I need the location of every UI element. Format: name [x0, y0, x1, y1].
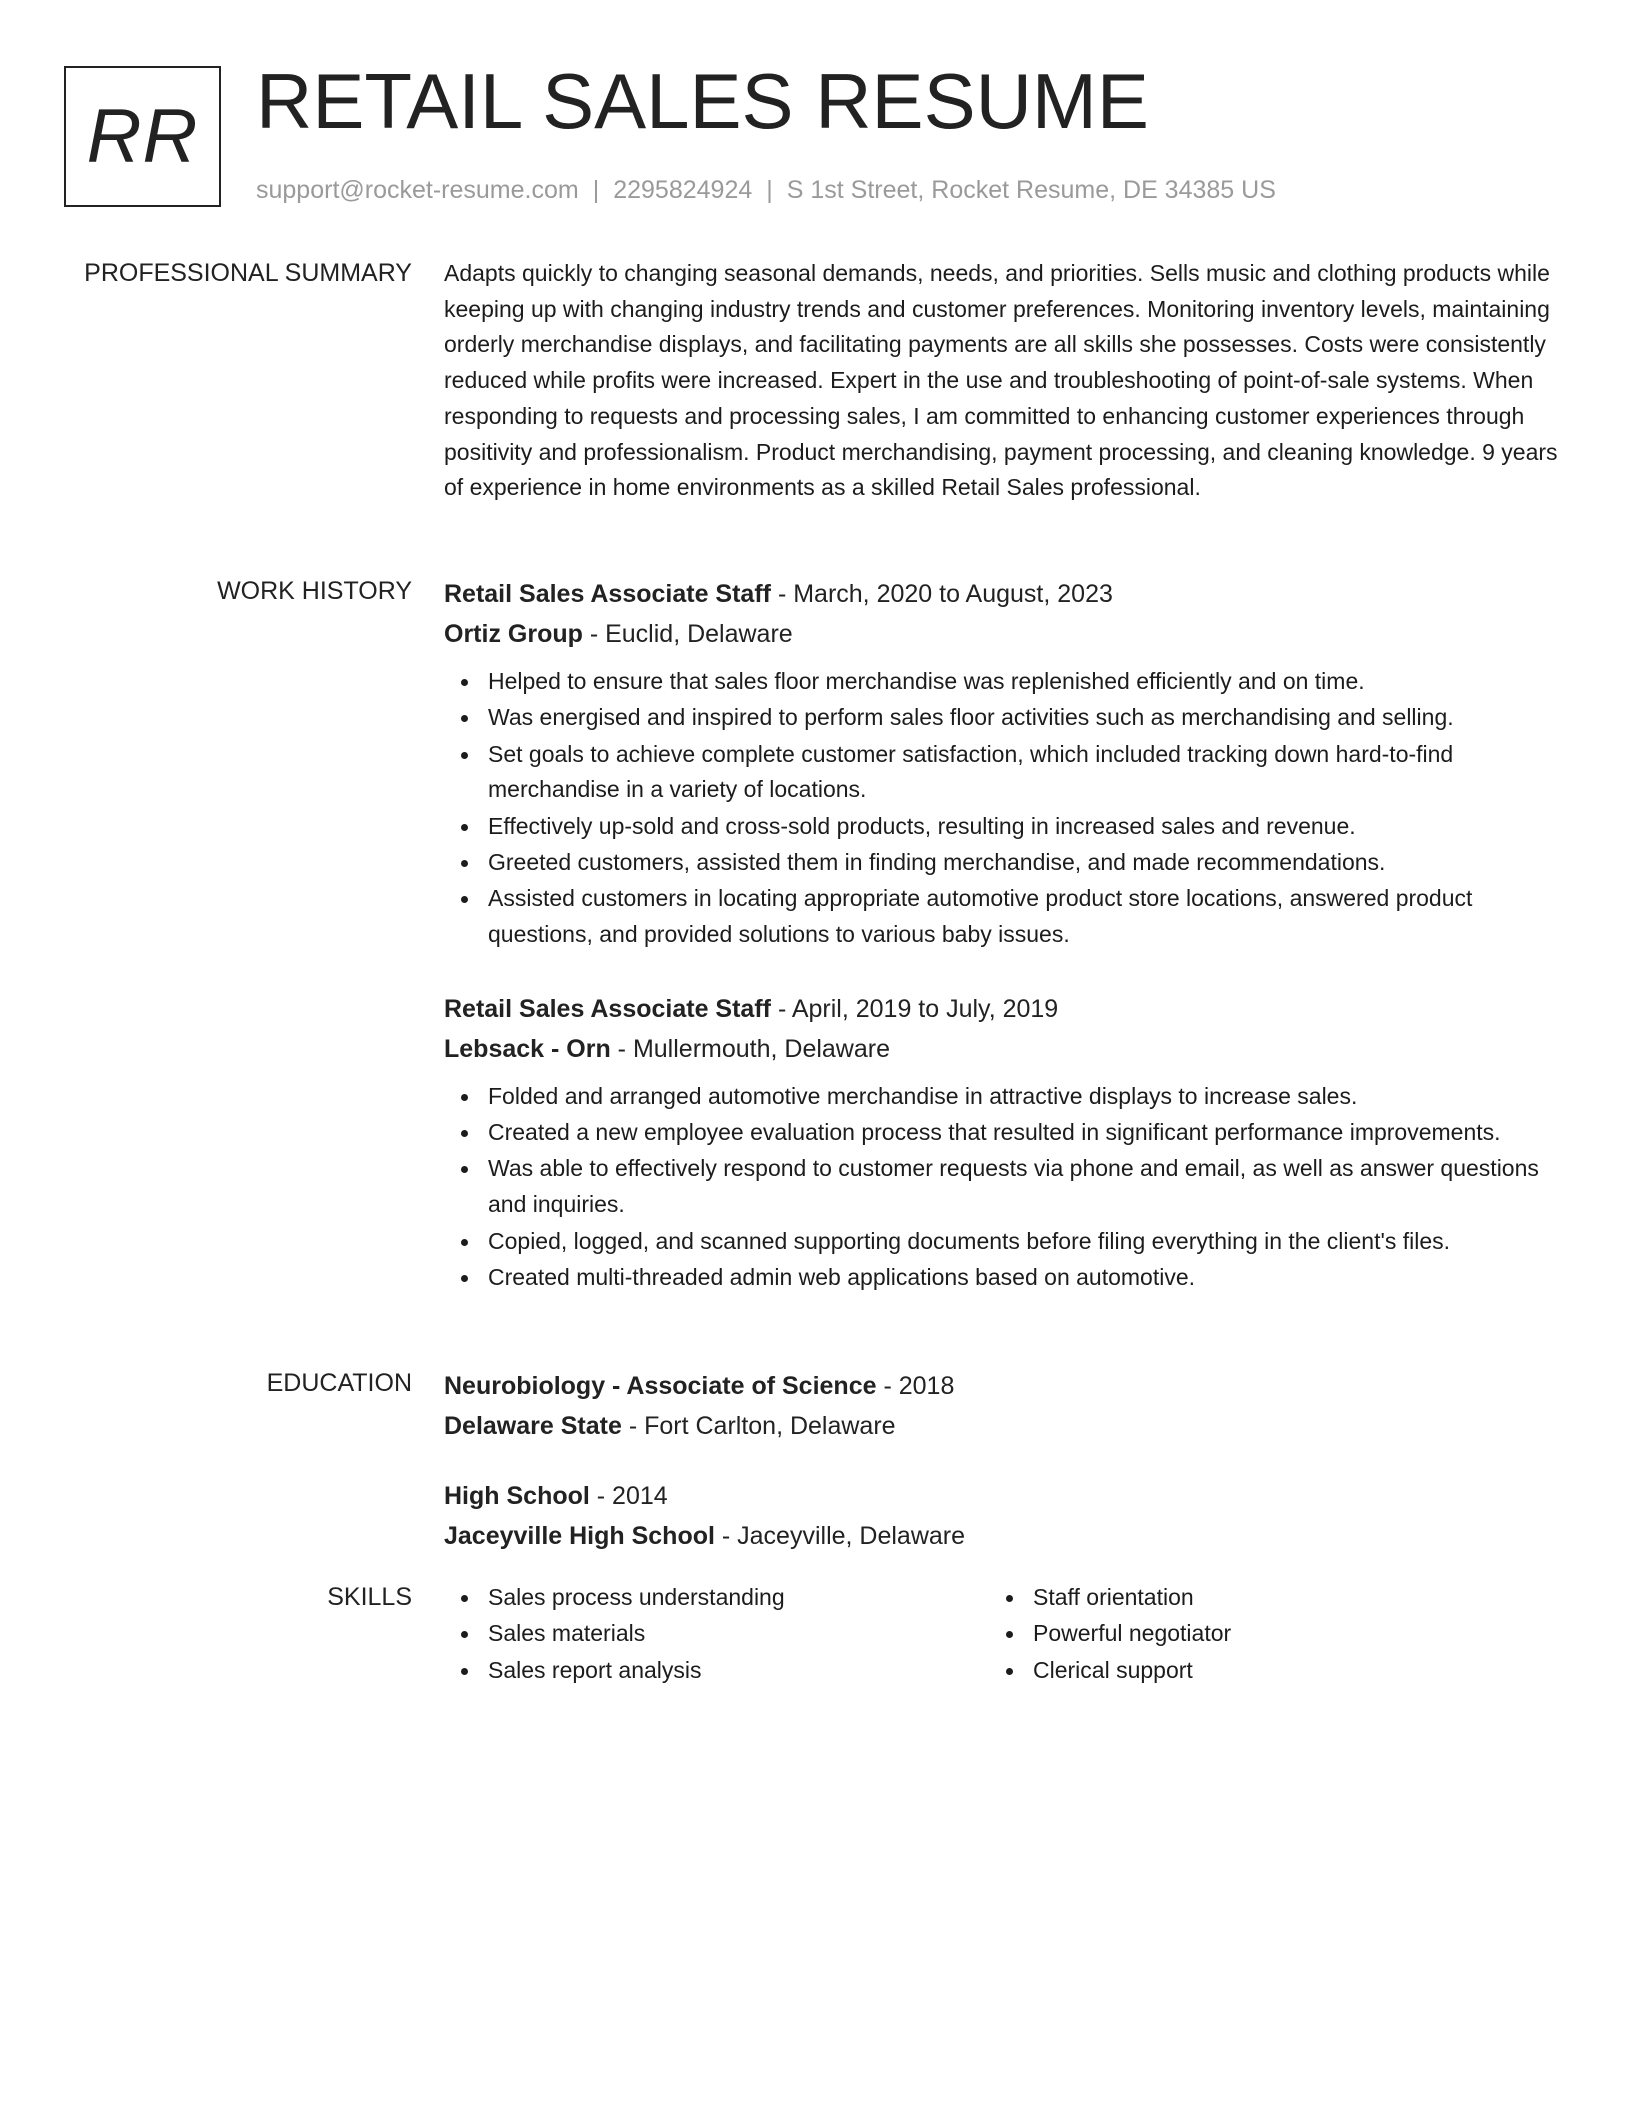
job-title-line — [444, 574, 1564, 614]
list-item: Assisted customers in locating appropriate automotive product store locations, answered product questions, and provided solutions to various baby issues. — [488, 881, 1564, 953]
page-title: RETAIL SALES RESUME — [256, 57, 1149, 145]
school-name: Delaware State — [444, 1412, 622, 1440]
list-item: Sales process understanding — [488, 1580, 989, 1616]
section-heading-education: EDUCATION — [266, 1369, 412, 1397]
job-company-line — [444, 1029, 1564, 1069]
skills-list — [444, 1580, 989, 1688]
degree-line — [444, 1366, 1564, 1406]
education-entry — [444, 1476, 1564, 1556]
education-entry — [444, 1366, 1564, 1446]
job-company-line — [444, 614, 1564, 654]
list-item: Staff orientation — [1033, 1580, 1534, 1616]
contact-email[interactable]: support@rocket-resume.com — [256, 176, 579, 204]
contact-separator: | — [766, 176, 773, 204]
list-item: Sales report analysis — [488, 1653, 989, 1689]
skills-list — [989, 1580, 1534, 1688]
summary-body — [444, 256, 1564, 506]
section-heading-summary: PROFESSIONAL SUMMARY — [84, 259, 412, 287]
work-history-body — [444, 574, 1564, 1332]
list-item: Greeted customers, assisted them in finding merchandise, and made recommendations. — [488, 845, 1564, 881]
summary-text: Adapts quickly to changing seasonal demands, needs, and priorities. Sells music and clothing products while keeping up with changing industry trends and customer preferences. Monitoring inventory levels, maintaining orderly merchandise displays, and facilitating payments are all skills she possesses. Costs were consistently reduced while profits were increased. Expert in the use and troubleshooting of point-of-sale systems. When responding to requests and processing sales, I am committed to enhancing customer experiences through positivity and professionalism. Product merchandising, payment processing, and cleaning knowledge. 9 years of experience in home environments as a skilled Retail Sales professional. — [444, 260, 1558, 501]
job-entry — [444, 989, 1564, 1296]
job-entry — [444, 574, 1564, 953]
degree-title: High School — [444, 1482, 590, 1510]
job-company: Ortiz Group — [444, 620, 583, 648]
school-line — [444, 1516, 1564, 1556]
job-title: Retail Sales Associate Staff — [444, 580, 771, 608]
skills-column-left — [444, 1580, 989, 1689]
job-duties-list — [444, 664, 1564, 953]
job-location: - Euclid, Delaware — [582, 620, 793, 648]
degree-year: - 2014 — [589, 1482, 668, 1510]
contact-separator: | — [592, 176, 600, 204]
job-title-line — [444, 989, 1564, 1029]
skills-body — [444, 1580, 1564, 1689]
list-item: Effectively up-sold and cross-sold products, resulting in increased sales and revenue. — [488, 809, 1564, 845]
monogram-logo — [64, 66, 221, 207]
list-item: Created a new employee evaluation process that resulted in significant performance improvements. — [488, 1115, 1564, 1151]
list-item: Powerful negotiator — [1033, 1616, 1534, 1652]
school-line — [444, 1406, 1564, 1446]
section-heading-work-history: WORK HISTORY — [217, 577, 412, 605]
degree-line — [444, 1476, 1564, 1516]
list-item: Created multi-threaded admin web applications based on automotive. — [488, 1260, 1564, 1296]
job-dates: - March, 2020 to August, 2023 — [771, 580, 1113, 608]
education-body — [444, 1366, 1564, 1592]
list-item: Sales materials — [488, 1616, 989, 1652]
school-name: Jaceyville High School — [444, 1522, 715, 1550]
school-location: - Fort Carlton, Delaware — [621, 1412, 896, 1440]
job-dates: - April, 2019 to July, 2019 — [771, 994, 1059, 1023]
contact-phone[interactable]: 2295824924 — [613, 176, 753, 204]
list-item: Copied, logged, and scanned supporting documents before filing everything in the client's files. — [488, 1224, 1564, 1260]
list-item: Was able to effectively respond to customer requests via phone and email, as well as answer questions and inquiries. — [488, 1151, 1564, 1223]
degree-year: - 2018 — [876, 1372, 955, 1400]
job-duties-list — [444, 1079, 1564, 1296]
section-heading-skills: SKILLS — [327, 1583, 412, 1611]
contact-address: S 1st Street, Rocket Resume, DE 34385 US — [786, 176, 1276, 204]
list-item: Clerical support — [1033, 1653, 1534, 1689]
job-title: Retail Sales Associate Staff — [444, 994, 771, 1023]
list-item: Was energised and inspired to perform sales floor activities such as merchandising and selling. — [488, 700, 1564, 736]
degree-title: Neurobiology - Associate of Science — [444, 1372, 877, 1400]
skills-column-right — [989, 1580, 1534, 1689]
contact-line — [256, 174, 1276, 206]
job-company: Lebsack - Orn — [444, 1034, 611, 1063]
job-location: - Mullermouth, Delaware — [610, 1034, 890, 1063]
list-item: Set goals to achieve complete customer satisfaction, which included tracking down hard-to-find merchandise in a variety of locations. — [488, 737, 1564, 809]
skills-grid — [444, 1580, 1564, 1689]
list-item: Folded and arranged automotive merchandise in attractive displays to increase sales. — [488, 1079, 1564, 1115]
list-item: Helped to ensure that sales floor merchandise was replenished efficiently and on time. — [488, 664, 1564, 700]
school-location: - Jaceyville, Delaware — [714, 1522, 966, 1550]
monogram-initials: RR — [86, 94, 199, 179]
